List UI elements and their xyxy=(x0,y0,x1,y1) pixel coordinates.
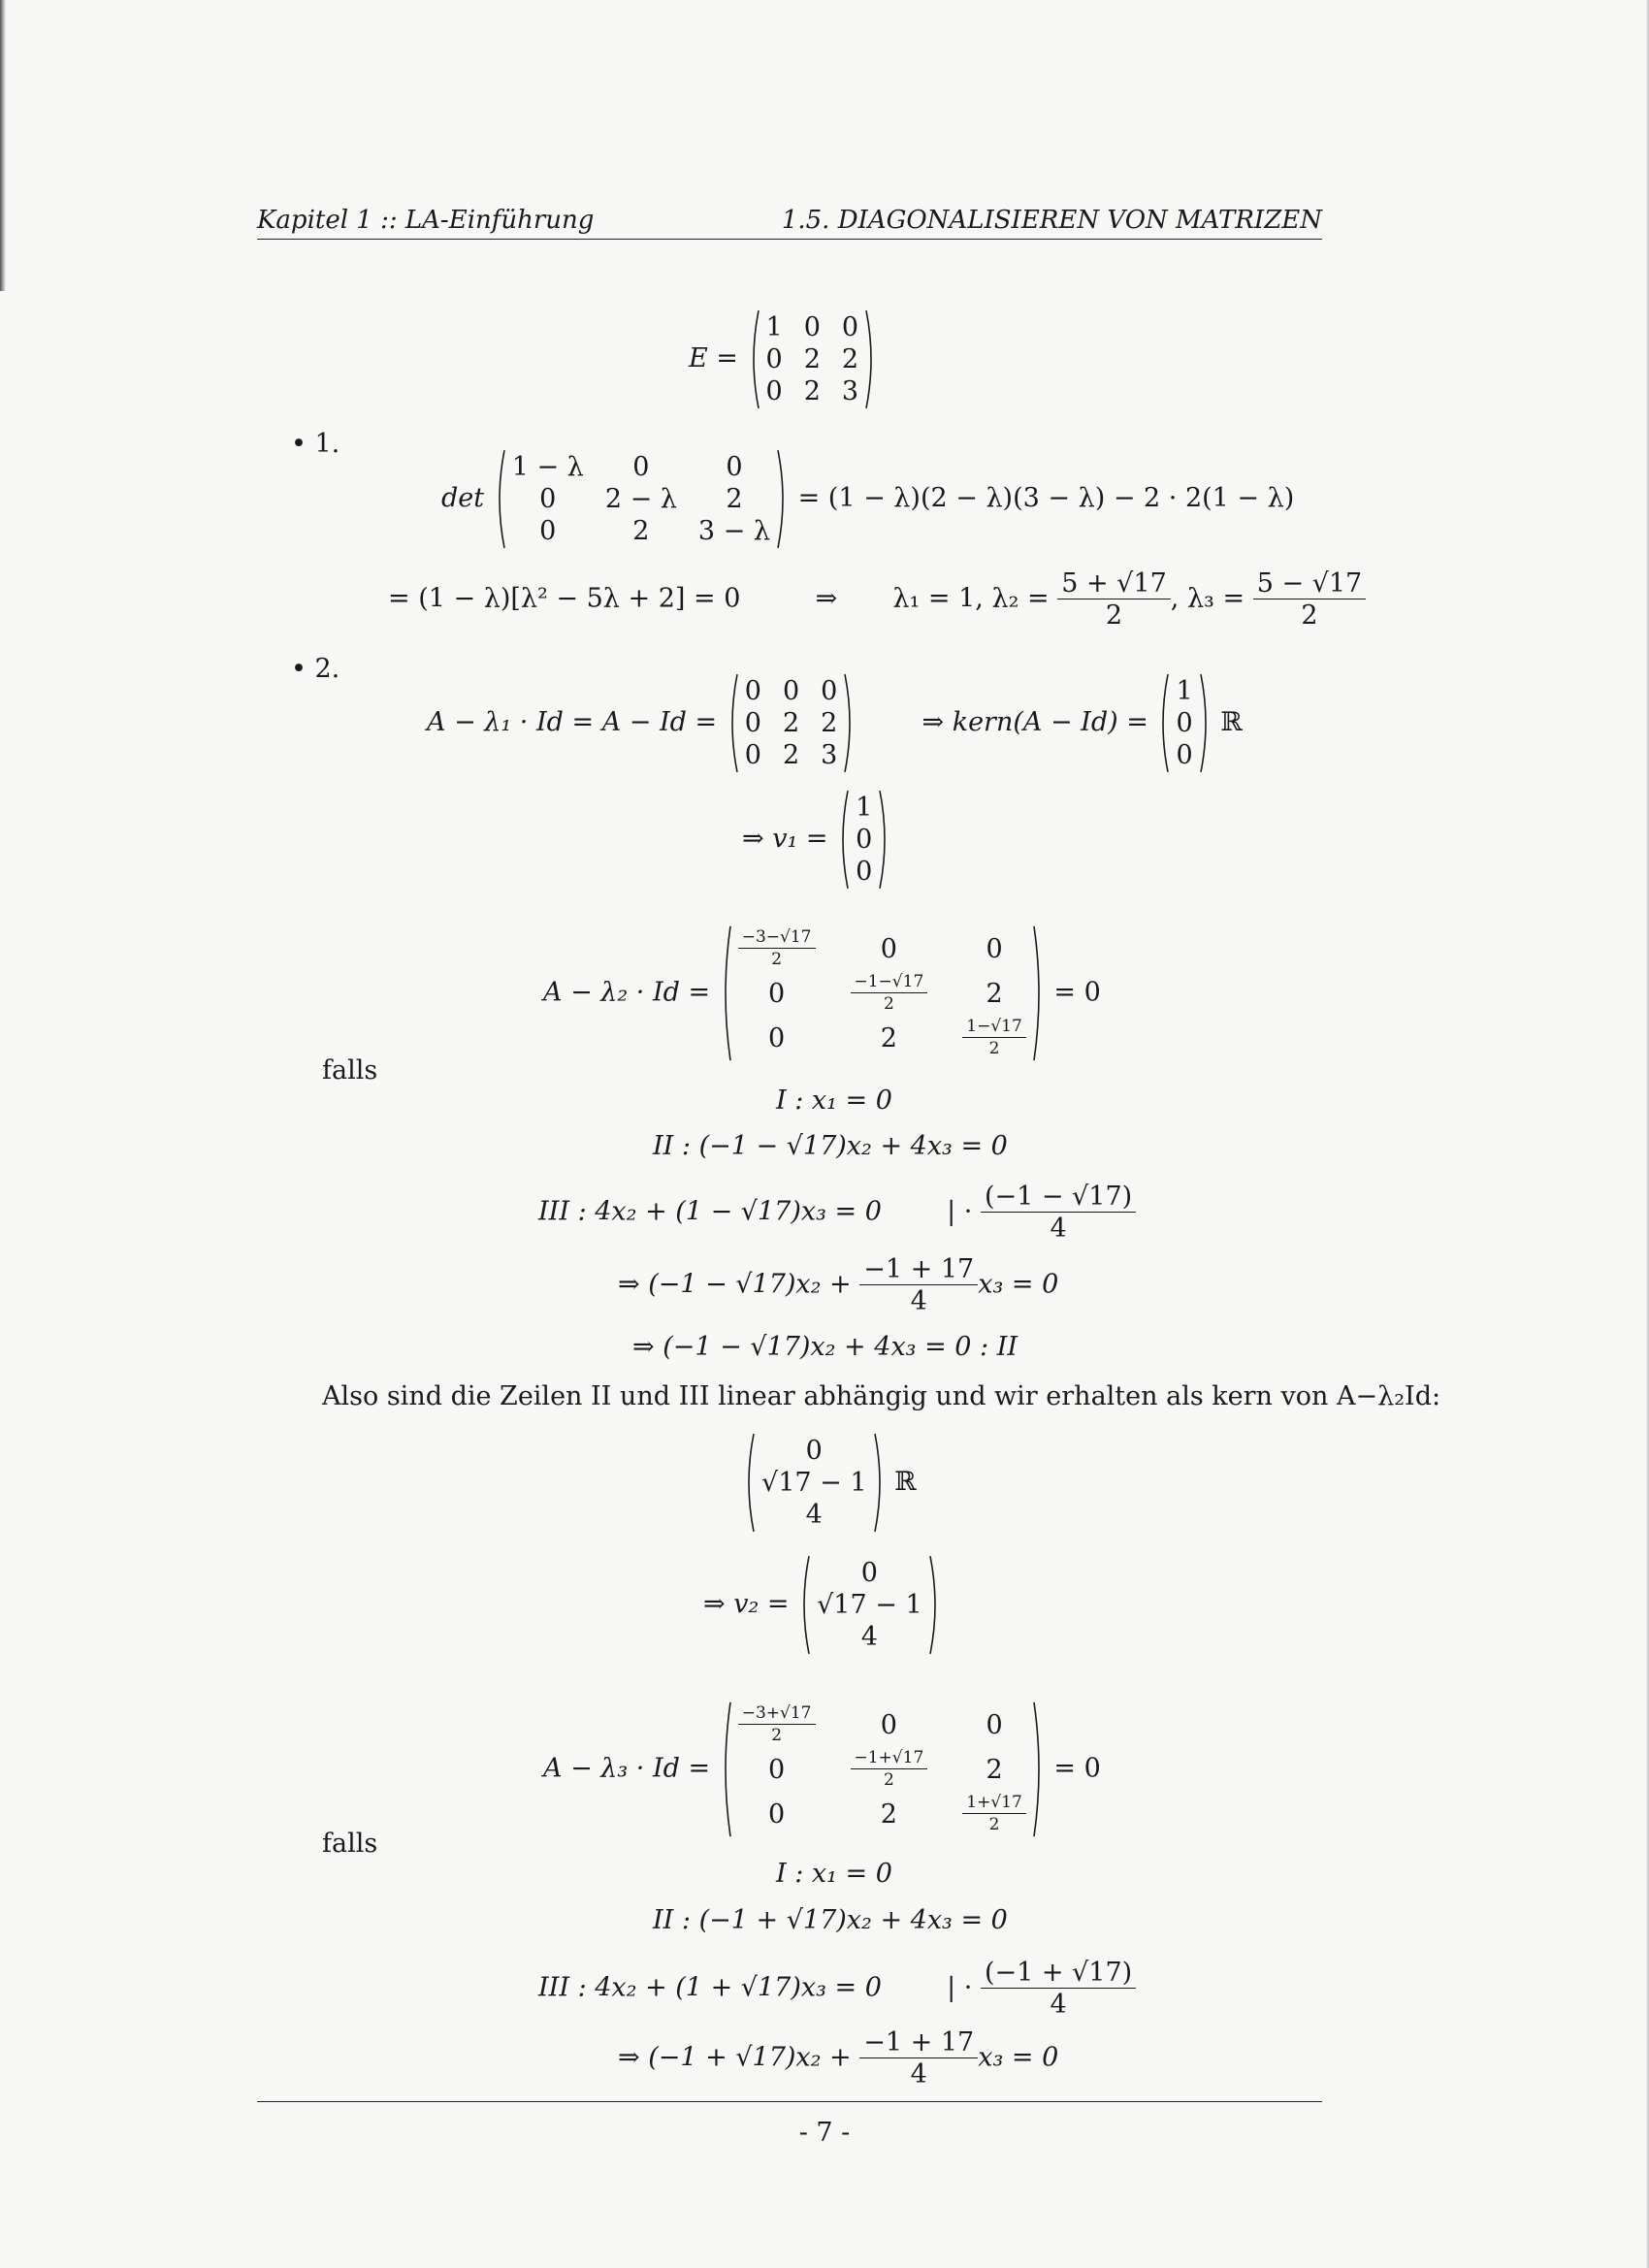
header-chapter: Kapitel 1 :: LA-Einführung xyxy=(257,206,595,235)
step-lambda2-rhs: = 0 xyxy=(1053,977,1101,1008)
sys-l2-row-2: II : (−1 − √17)x₂ + 4x₃ = 0 xyxy=(653,1131,1008,1161)
step-lambda1-lhs: A − λ₁ · Id = A − Id = xyxy=(427,707,718,737)
matrix-cell: 0 xyxy=(765,344,783,374)
right-paren xyxy=(776,448,790,550)
matrix-cell: 3 xyxy=(821,740,838,770)
sys-l3-row-3 xyxy=(538,1960,1136,2018)
sys-l3-row-2: II : (−1 + √17)x₂ + 4x₃ = 0 xyxy=(653,1905,1008,1935)
right-paren xyxy=(864,308,878,410)
derivation-1-right: x₃ = 0 xyxy=(978,1269,1059,1300)
matrix-cell: $\frac{-1+√17}{2}$ xyxy=(851,1750,928,1789)
matrix-cell: 1 − λ xyxy=(511,452,584,482)
right-paren xyxy=(873,1432,887,1534)
matrix-cell: $\frac{1-√17}{2}$ xyxy=(962,1019,1026,1057)
falls-label-1: falls xyxy=(322,1055,378,1085)
matrix-cell: $\frac{-3-√17}{2}$ xyxy=(738,929,816,968)
matrix-cell: 0 xyxy=(726,452,743,482)
comma: , xyxy=(1170,583,1180,614)
derivation-1-left: ⇒ (−1 − √17)x₂ + xyxy=(618,1269,852,1300)
step-lambda3-rhs: = 0 xyxy=(1053,1753,1101,1784)
vector-entry: 1 xyxy=(1176,676,1193,706)
left-paren xyxy=(747,308,760,410)
matrix-cell: 2 xyxy=(986,978,1003,1009)
lambda-2-numerator: 5 + √17 xyxy=(1057,570,1171,599)
matrix-cell: $\frac{-1-√17}{2}$ xyxy=(851,974,928,1013)
real-numbers-symbol: ℝ xyxy=(1220,707,1243,737)
left-paren xyxy=(797,1554,811,1656)
matrix-cell: 3 − λ xyxy=(697,516,770,546)
sys-l3-row-3-eq: III : 4x₂ + (1 + √17)x₃ = 0 xyxy=(538,1972,882,2003)
vector-entry: 1 xyxy=(856,793,873,823)
scan-shadow-left xyxy=(0,0,6,291)
implies-arrow: ⇒ xyxy=(815,583,838,614)
matrix-cell: 2 xyxy=(632,516,650,546)
item-2-label: • 2. xyxy=(291,654,340,684)
v1-equation xyxy=(742,789,891,891)
kern-lambda1-vector xyxy=(1156,672,1212,774)
derivation-1-fraction: $\frac{-1 + 17}{4}$ xyxy=(859,2029,978,2088)
matrix-cell: 0 xyxy=(744,676,761,706)
det-rhs: = (1 − λ)(2 − λ)(3 − λ) − 2 · 2(1 − λ) xyxy=(797,483,1295,513)
right-paren xyxy=(878,789,891,891)
vector-entry: 0 xyxy=(805,1436,823,1466)
sys-l3-row-1: I : x₁ = 0 xyxy=(776,1859,892,1889)
vector-entry: 4 xyxy=(860,1622,878,1652)
matrix-cell: 1 xyxy=(765,312,783,342)
lambda-1: λ₁ = 1, xyxy=(892,583,984,614)
matrix-cell: 0 xyxy=(803,312,821,342)
vector-entry: 0 xyxy=(856,857,873,887)
kern-lambda2-vector xyxy=(742,1432,887,1534)
determinant-equation xyxy=(441,448,1294,550)
matrix-cell: 2 xyxy=(803,344,821,374)
char-poly-equation xyxy=(388,570,1366,629)
right-paren xyxy=(1032,923,1046,1063)
matrix-cell: 0 xyxy=(768,1798,786,1830)
matrix-cell: $\frac{-3+√17}{2}$ xyxy=(738,1705,816,1744)
matrix-cell: 0 xyxy=(539,484,557,514)
matrix-cell: 0 xyxy=(744,708,761,738)
matrix-cell: 0 xyxy=(768,1754,786,1785)
step-lambda3-equation xyxy=(543,1700,1101,1839)
multiplier-fraction: $\frac{(-1 + √17)}{4}$ xyxy=(981,1960,1136,2018)
vector-entry: √17 − 1 xyxy=(761,1468,867,1498)
multiply-bar: | · xyxy=(947,1972,973,2003)
lambda-2-fraction xyxy=(1057,570,1171,629)
step-lambda1-equation xyxy=(427,672,1243,774)
lambda-3-fraction xyxy=(1253,570,1367,629)
lambda-2-denominator: 2 xyxy=(1105,600,1123,631)
matrix-cell: 2 xyxy=(821,708,838,738)
matrix-cell: 0 xyxy=(765,376,783,406)
matrix-cell: 0 xyxy=(986,933,1003,964)
matrix-cell: 0 xyxy=(986,1709,1003,1740)
step-lambda2-equation xyxy=(543,923,1101,1063)
matrix-cell: 2 xyxy=(986,1754,1003,1785)
matrix-cell: 2 xyxy=(841,344,859,374)
matrix-cell: 2 xyxy=(782,740,800,770)
matrix-cell: 2 xyxy=(726,484,743,514)
v2-vector xyxy=(797,1554,942,1656)
left-paren xyxy=(719,923,732,1063)
item-1-label: • 1. xyxy=(291,429,340,459)
vector-entry: √17 − 1 xyxy=(817,1590,922,1620)
left-paren xyxy=(719,1700,732,1839)
matrix-cell: 2 xyxy=(880,1798,897,1830)
matrix-e-equation xyxy=(689,308,878,410)
left-paren xyxy=(726,672,739,774)
sys-l2-row-3-eq: III : 4x₂ + (1 − √17)x₃ = 0 xyxy=(538,1196,882,1227)
right-paren xyxy=(928,1554,942,1656)
kern-lambda1-label: ⇒ kern(A − Id) = xyxy=(922,707,1148,737)
matrix-cell: 0 xyxy=(632,452,650,482)
vector-entry: 0 xyxy=(856,825,873,855)
sys-l2-derivation-2: ⇒ (−1 − √17)x₂ + 4x₃ = 0 : II xyxy=(632,1332,1018,1362)
right-paren xyxy=(1032,1700,1046,1839)
char-poly-lhs: = (1 − λ)[λ² − 5λ + 2] = 0 xyxy=(388,583,741,614)
lambda-3-numerator: 5 − √17 xyxy=(1253,570,1367,599)
left-paren xyxy=(1156,672,1170,774)
matrix-cell: 2 xyxy=(880,1022,897,1053)
step-lambda1-matrix xyxy=(726,672,857,774)
matrix-cell: 2 xyxy=(803,376,821,406)
matrix-cell: 0 xyxy=(880,1709,897,1740)
right-paren xyxy=(843,672,857,774)
det-label: det xyxy=(441,483,485,513)
page-number: - 7 - xyxy=(798,2118,851,2148)
sys-l2-derivation-1 xyxy=(618,1256,1058,1314)
step-lambda3-lhs: A − λ₃ · Id = xyxy=(543,1753,711,1784)
derivation-1-fraction: $\frac{-1 + 17}{4}$ xyxy=(859,1256,978,1314)
falls-label-2: falls xyxy=(322,1829,378,1859)
matrix-cell: 2 xyxy=(782,708,800,738)
matrix-cell: 3 xyxy=(841,376,859,406)
matrix-e xyxy=(747,308,879,410)
lambda-3-denominator: 2 xyxy=(1301,600,1318,631)
matrix-cell: $\frac{1+√17}{2}$ xyxy=(962,1795,1026,1833)
matrix-cell: 0 xyxy=(782,676,800,706)
vector-entry: 0 xyxy=(1176,708,1193,738)
matrix-cell: 0 xyxy=(744,740,761,770)
lambda-2-label: λ₂ = xyxy=(991,583,1050,614)
left-paren xyxy=(742,1432,756,1534)
v2-equation xyxy=(703,1554,942,1656)
det-matrix xyxy=(493,448,790,550)
sys-l2-row-1: I : x₁ = 0 xyxy=(776,1085,892,1116)
v2-label: ⇒ v₂ = xyxy=(703,1589,790,1619)
kern-lambda2 xyxy=(742,1432,917,1534)
matrix-cell: 0 xyxy=(841,312,859,342)
matrix-cell: 0 xyxy=(768,1022,786,1053)
step-lambda2-matrix xyxy=(719,923,1046,1063)
matrix-cell: 0 xyxy=(821,676,838,706)
v1-vector xyxy=(836,789,891,891)
vector-entry: 0 xyxy=(1176,740,1193,770)
matrix-cell: 0 xyxy=(880,933,897,964)
real-numbers-symbol: ℝ xyxy=(894,1467,917,1497)
lambda-3-label: λ₃ = xyxy=(1186,583,1245,614)
step-lambda2-lhs: A − λ₂ · Id = xyxy=(543,977,711,1008)
derivation-1-right: x₃ = 0 xyxy=(978,2042,1059,2073)
left-paren xyxy=(493,448,506,550)
multiply-bar: | · xyxy=(947,1196,973,1227)
matrix-cell: 2 − λ xyxy=(604,484,677,514)
matrix-e-label: E = xyxy=(689,343,738,373)
vector-entry: 4 xyxy=(805,1500,823,1530)
running-header xyxy=(257,206,1322,240)
sys-l2-row-3 xyxy=(538,1183,1136,1242)
matrix-cell: 0 xyxy=(768,978,786,1009)
footer-rule xyxy=(257,2101,1322,2102)
left-paren xyxy=(836,789,850,891)
vector-entry: 0 xyxy=(860,1558,878,1588)
right-paren xyxy=(1199,672,1212,774)
sys-l3-derivation-1 xyxy=(618,2029,1058,2088)
matrix-cell: 0 xyxy=(539,516,557,546)
derivation-1-left: ⇒ (−1 + √17)x₂ + xyxy=(618,2042,852,2073)
conclusion-text: Also sind die Zeilen II und III linear abhängig und wir erhalten als kern von A−λ₂Id: xyxy=(322,1381,1441,1411)
header-section: 1.5. DIAGONALISIEREN VON MATRIZEN xyxy=(781,206,1322,235)
multiplier-fraction: $\frac{(-1 - √17)}{4}$ xyxy=(981,1183,1136,1242)
v1-label: ⇒ v₁ = xyxy=(742,824,828,854)
step-lambda3-matrix xyxy=(719,1700,1046,1839)
